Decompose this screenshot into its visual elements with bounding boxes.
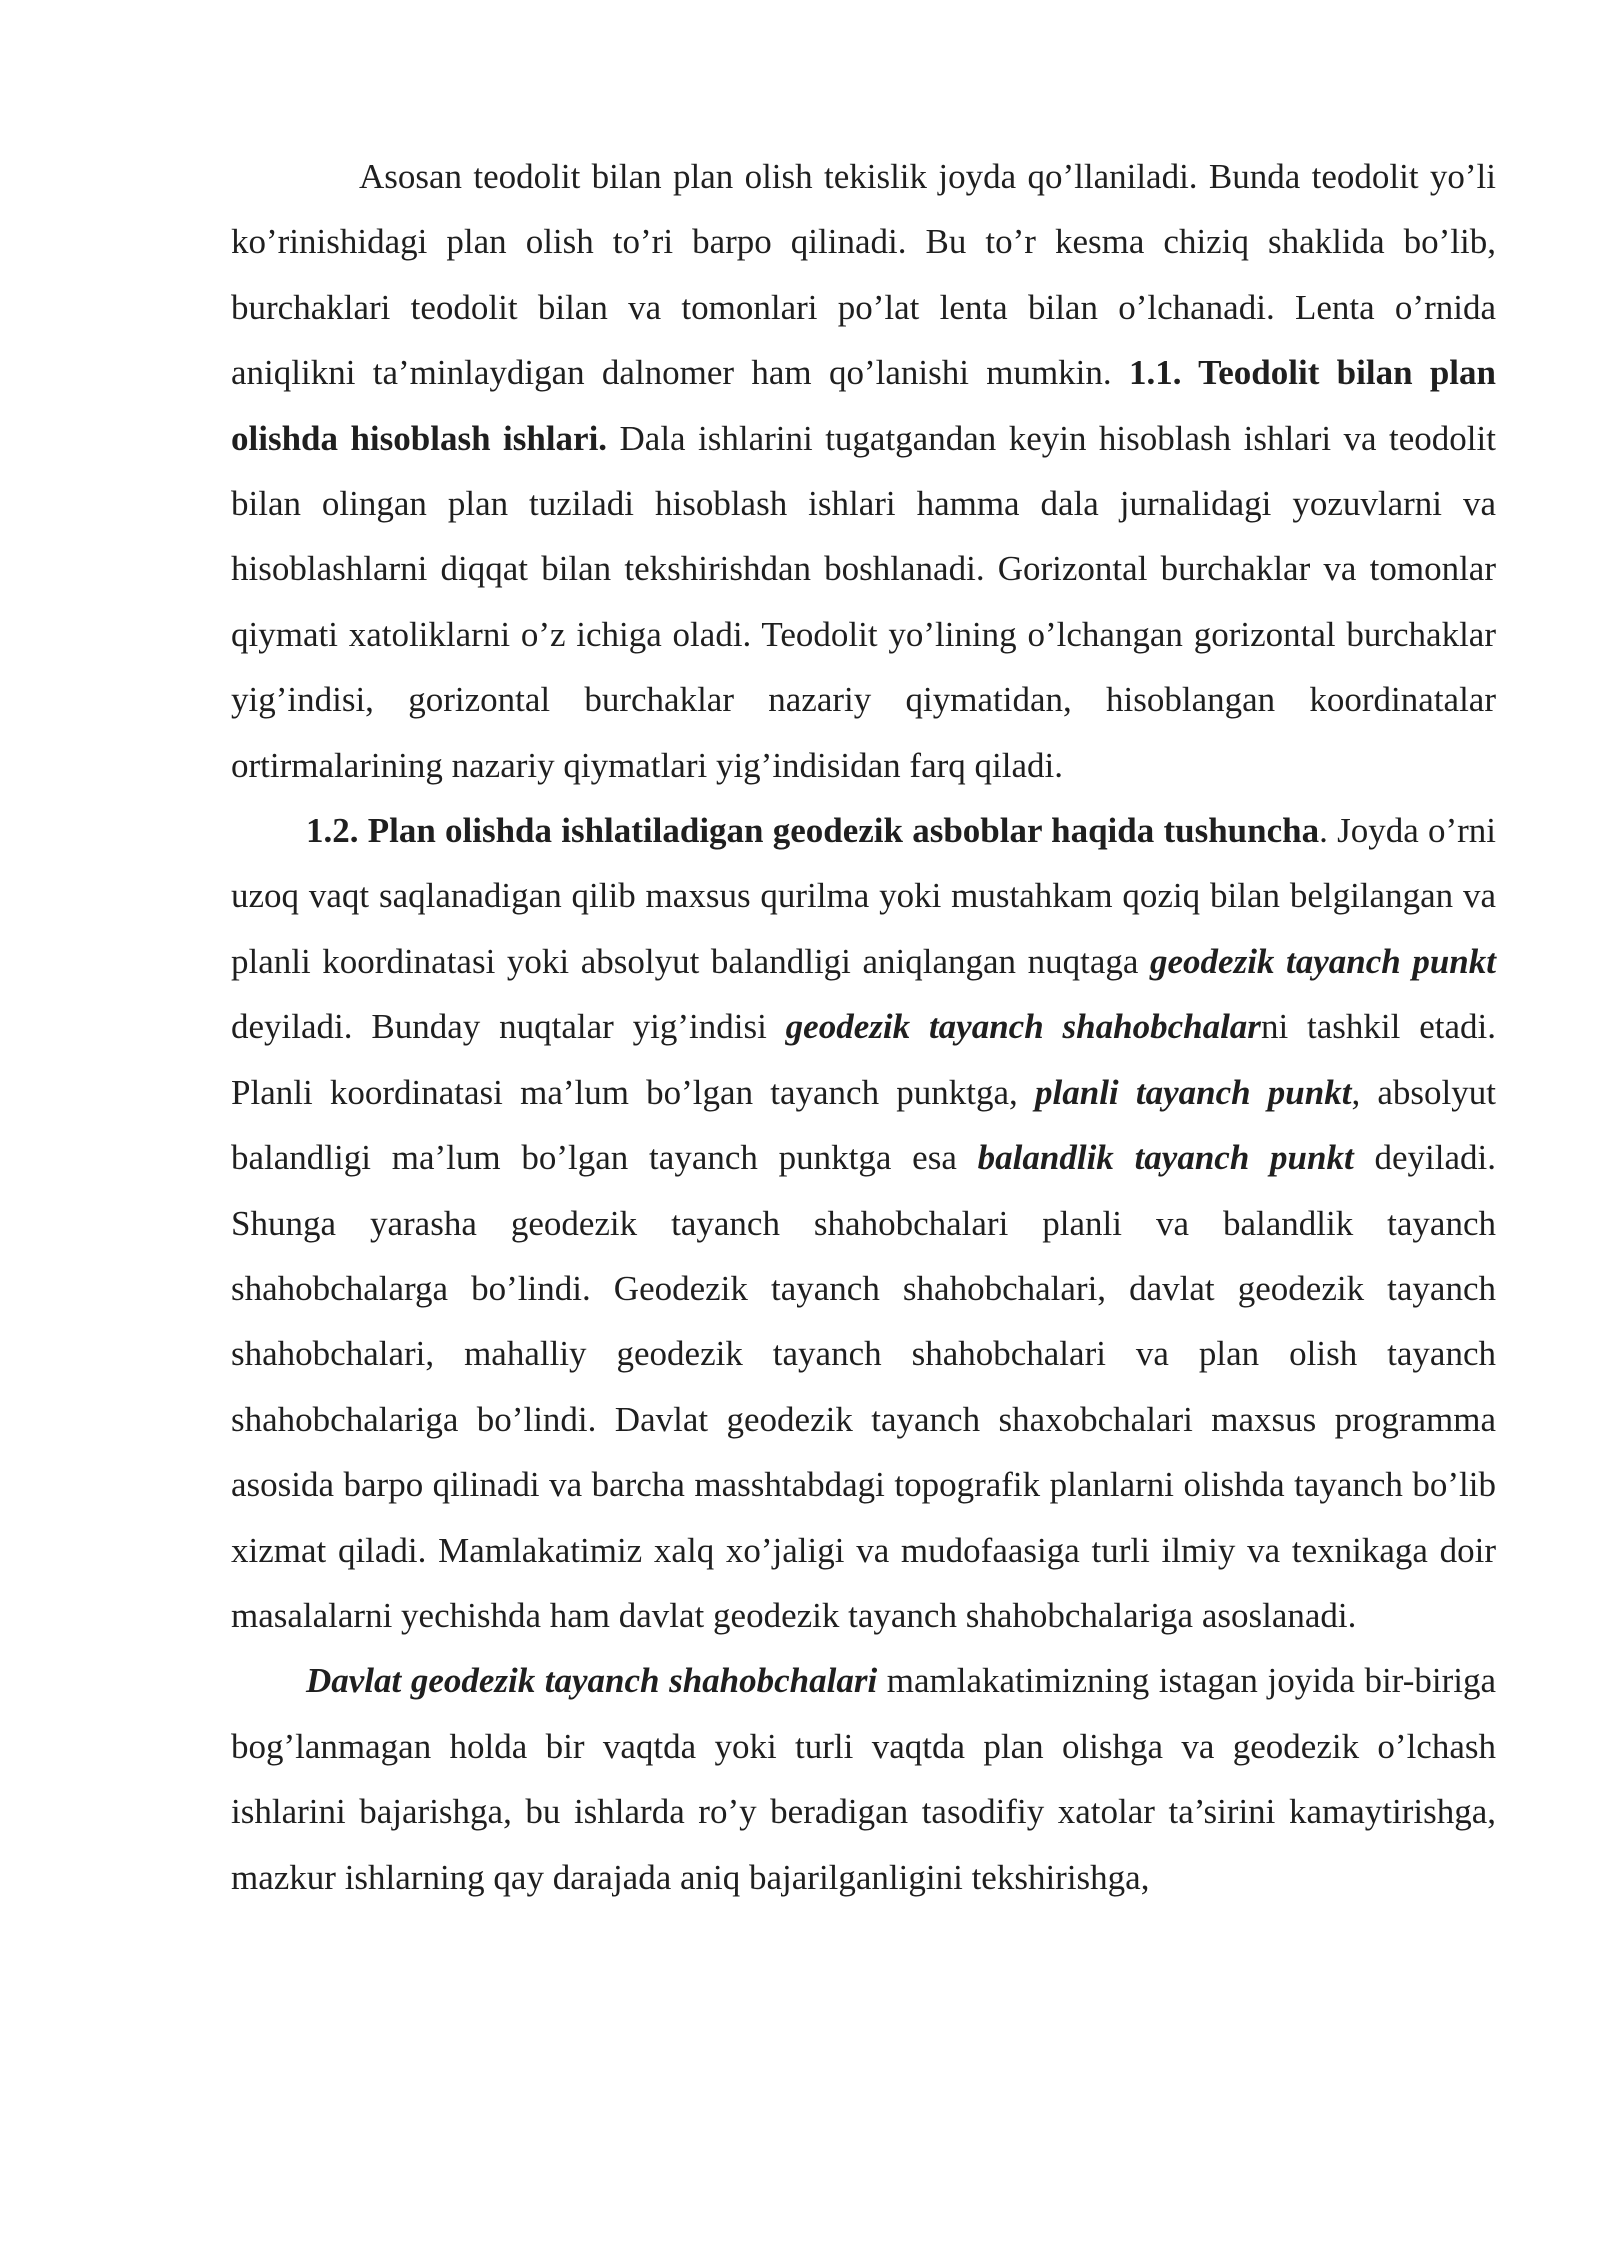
- section-heading-1-2: 1.2. Plan olishda ishlatiladigan geodezik asboblar haqida tushuncha: [306, 811, 1320, 851]
- paragraph-geodezik-asboblar: [231, 798, 1496, 1648]
- paragraph-text: , absolyut balandligi ma’lum bo’lgan tayanch punktga esa: [231, 1072, 1496, 1178]
- paragraph-text: deyiladi. Shunga yarasha geodezik tayanch shahobchalari planli va balandlik tayanch shahobchalarga bo’lindi. Geodezik tayanch shahobchalari, davlat geodezik tayanch shahobchalari, mahalliy geodezik tayanch shahobchalari va plan olish tayanch shahobchalariga bo’lindi. Davlat geodezik tayanch shaxobchalari maxsus programma asosida barpo qilinadi va barcha masshtabdagi topografik planlarni olishda tayanch bo’lib xizmat qiladi. Mamlakatimiz xalq xo’jaligi va mudofaasiga turli ilmiy va texnikaga doir masalalarni yechishda ham davlat geodezik tayanch shahobchalariga asoslanadi.: [231, 1138, 1496, 1635]
- paragraph-text: deyiladi. Bunday nuqtalar yig’indisi: [231, 1007, 786, 1047]
- term-geodezik-tayanch-shahobchalar: geodezik tayanch shahobchalar: [785, 1007, 1261, 1047]
- paragraph-teodolit-plan: [231, 144, 1496, 798]
- paragraph-text: Asosan teodolit bilan plan olish tekislik joyda qo’llaniladi. Bunda teodolit yo’li ko’rinishidagi plan olish to’ri barpo qilinadi. Bu to’r kesma chiziq shaklida bo’lib, burchaklari teodolit bilan va tomonlari po’lat lenta bilan o’lchanadi. Lenta o’rnida aniqlikni ta’minlaydigan dalnomer ham qo’lanishi mumkin.: [231, 157, 1496, 393]
- document-page: [231, 144, 1496, 1910]
- paragraph-text: . Joyda o’rni uzoq vaqt saqlanadigan qilib maxsus qurilma yoki mustahkam qoziq bilan belgilangan va planli koordinatasi yoki absolyut balandligi aniqlangan nuqtaga: [231, 811, 1496, 981]
- term-planli-tayanch-punkt: planli tayanch punkt: [1035, 1072, 1352, 1112]
- paragraph-text: mamlakatimizning istagan joyida bir-biriga bog’lanmagan holda bir vaqtda yoki turli vaqtda plan olishga va geodezik o’lchash ishlarini bajarishga, bu ishlarda ro’y beradigan tasodifiy xatolar ta’sirini kamaytirishga, mazkur ishlarning qay darajada aniq bajarilganligini tekshirishga,: [231, 1661, 1496, 1897]
- term-geodezik-tayanch-punkt: geodezik tayanch punkt: [1150, 941, 1496, 981]
- paragraph-text: Dala ishlarini tugatgandan keyin hisoblash ishlari va teodolit bilan olingan plan tuziladi hisoblash ishlari hamma dala jurnalidagi yozuvlarni va hisoblashlarni diqqat bilan tekshirishdan boshlanadi. Gorizontal burchaklar va tomonlar qiymati xatoliklarni o’z ichiga oladi. Teodolit yo’lining o’lchangan gorizontal burchaklar yig’indisi, gorizontal burchaklar nazariy qiymatidan, hisoblangan koordinatalar ortirmalarining nazariy qiymatlari yig’indisidan farq qiladi.: [231, 418, 1496, 785]
- term-balandlik-tayanch-punkt: balandlik tayanch punkt: [977, 1138, 1354, 1178]
- term-davlat-geodezik-tayanch-shahobchalari: Davlat geodezik tayanch shahobchalari: [306, 1661, 878, 1701]
- paragraph-text: ni tashkil etadi. Planli koordinatasi ma’lum bo’lgan tayanch punktga,: [231, 1007, 1496, 1112]
- paragraph-davlat-shahobchalari: [231, 1648, 1496, 1910]
- section-heading-1-1: 1.1. Teodolit bilan plan olishda hisoblash ishlari.: [231, 353, 1496, 458]
